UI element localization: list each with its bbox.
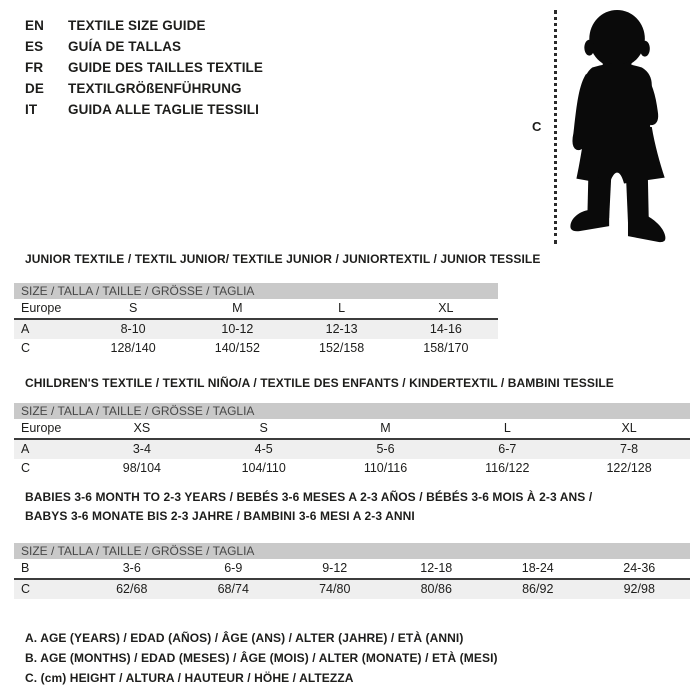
size-cell: 116/122 bbox=[485, 461, 530, 475]
language-code: DE bbox=[25, 81, 44, 96]
children-table-title bbox=[25, 374, 614, 393]
toddler-silhouette-icon bbox=[563, 8, 690, 246]
height-c-label: C bbox=[532, 119, 542, 134]
language-code: EN bbox=[25, 18, 44, 33]
table-row bbox=[14, 339, 498, 358]
table-title-line: JUNIOR TEXTILE / TEXTIL JUNIOR/ TEXTILE JUNIOR / JUNIORTEXTIL / JUNIOR TESSILE bbox=[25, 252, 541, 266]
table-row bbox=[14, 320, 498, 339]
size-header-bar: SIZE / TALLA / TAILLE / GRÖSSE / TAGLIA bbox=[14, 283, 498, 299]
size-cell: 3-6 bbox=[122, 561, 141, 575]
language-code: ES bbox=[25, 39, 44, 54]
row-label: Europe bbox=[21, 421, 62, 435]
size-cell: 80/86 bbox=[420, 582, 452, 596]
size-cell: M bbox=[380, 421, 391, 435]
row-label: Europe bbox=[21, 301, 62, 315]
row-label: A bbox=[21, 442, 30, 456]
table-row bbox=[14, 580, 690, 599]
language-code: FR bbox=[25, 60, 44, 75]
size-cell: 3-4 bbox=[132, 442, 151, 456]
footnote-line: A. AGE (YEARS) / EDAD (AÑOS) / ÂGE (ANS) / ALTER (JAHRE) / ETÀ (ANNI) bbox=[25, 631, 464, 645]
language-title-list bbox=[25, 15, 263, 120]
size-cell: 10-12 bbox=[221, 322, 254, 336]
language-title: GUIDA ALLE TAGLIE TESSILI bbox=[68, 102, 259, 117]
table-title-line: BABYS 3-6 MONATE BIS 2-3 JAHRE / BAMBINI 3-6 MESI A 2-3 ANNI bbox=[25, 509, 415, 523]
size-cell: 5-6 bbox=[376, 442, 395, 456]
size-cell: 152/158 bbox=[319, 341, 365, 355]
size-cell: 98/104 bbox=[122, 461, 162, 475]
row-label: C bbox=[21, 341, 31, 355]
size-cell: 104/110 bbox=[241, 461, 286, 475]
size-header-bar: SIZE / TALLA / TAILLE / GRÖSSE / TAGLIA bbox=[14, 403, 690, 419]
language-row bbox=[25, 36, 263, 57]
size-cell: 140/152 bbox=[214, 341, 260, 355]
size-cell: 7-8 bbox=[620, 442, 639, 456]
size-cell: 14-16 bbox=[429, 322, 462, 336]
row-label: C bbox=[21, 461, 31, 475]
language-title: GUIDE DES TAILLES TEXTILE bbox=[68, 60, 264, 75]
size-cell: 74/80 bbox=[319, 582, 351, 596]
size-cell: 6-7 bbox=[498, 442, 517, 456]
size-cell: XL bbox=[438, 301, 454, 315]
table-title-line: BABIES 3-6 MONTH TO 2-3 YEARS / BEBÉS 3-6 MESES A 2-3 AÑOS / BÉBÉS 3-6 MOIS À 2-3 ANS / bbox=[25, 490, 593, 504]
language-row bbox=[25, 78, 263, 99]
junior-table-title bbox=[25, 250, 540, 269]
size-cell: 18-24 bbox=[521, 561, 554, 575]
size-cell: 110/116 bbox=[363, 461, 408, 475]
size-cell: 86/92 bbox=[522, 582, 554, 596]
size-cell: M bbox=[232, 301, 243, 315]
footnotes bbox=[25, 628, 498, 688]
junior-size-table bbox=[14, 283, 498, 358]
table-title-line: CHILDREN'S TEXTILE / TEXTIL NIÑO/A / TEXTILE DES ENFANTS / KINDERTEXTIL / BAMBINI TESSILE bbox=[25, 376, 614, 390]
size-cell: 4-5 bbox=[254, 442, 273, 456]
language-row bbox=[25, 99, 263, 120]
size-cell: 9-12 bbox=[322, 561, 348, 575]
row-label: B bbox=[21, 561, 30, 575]
footnote-line: C. (cm) HEIGHT / ALTURA / HAUTEUR / HÖHE / ALTEZZA bbox=[25, 671, 354, 685]
size-cell: L bbox=[503, 421, 511, 435]
size-cell: 158/170 bbox=[423, 341, 469, 355]
size-cell: 8-10 bbox=[120, 322, 146, 336]
size-cell: 24-36 bbox=[623, 561, 656, 575]
table-row bbox=[14, 459, 690, 478]
language-row bbox=[25, 57, 263, 78]
size-cell: 68/74 bbox=[217, 582, 249, 596]
language-code: IT bbox=[25, 102, 38, 117]
size-cell: 6-9 bbox=[224, 561, 243, 575]
language-title: GUÍA DE TALLAS bbox=[68, 39, 182, 54]
size-cell: 128/140 bbox=[110, 341, 156, 355]
size-cell: XS bbox=[133, 421, 151, 435]
size-cell: 92/98 bbox=[623, 582, 655, 596]
height-dotted-line bbox=[554, 10, 557, 244]
row-label: A bbox=[21, 322, 30, 336]
size-cell: S bbox=[128, 301, 138, 315]
size-header-bar: SIZE / TALLA / TAILLE / GRÖSSE / TAGLIA bbox=[14, 543, 690, 559]
row-label: C bbox=[21, 582, 31, 596]
size-cell: S bbox=[259, 421, 268, 435]
footnote-line: B. AGE (MONTHS) / EDAD (MESES) / ÂGE (MOIS) / ALTER (MONATE) / ETÀ (MESI) bbox=[25, 651, 498, 665]
size-cell: 122/128 bbox=[606, 461, 652, 475]
language-title: TEXTILGRÖßENFÜHRUNG bbox=[68, 81, 242, 96]
table-row bbox=[14, 559, 690, 580]
babies-size-table bbox=[14, 543, 690, 599]
size-cell: 12-13 bbox=[325, 322, 358, 336]
size-cell: 62/68 bbox=[116, 582, 148, 596]
babies-table-title bbox=[25, 488, 592, 526]
language-title: TEXTILE SIZE GUIDE bbox=[68, 18, 206, 33]
language-row bbox=[25, 15, 263, 36]
table-row bbox=[14, 299, 498, 320]
children-size-table bbox=[14, 403, 690, 478]
size-cell: 12-18 bbox=[420, 561, 453, 575]
size-cell: L bbox=[338, 301, 346, 315]
table-row bbox=[14, 419, 690, 440]
size-cell: XL bbox=[621, 421, 637, 435]
table-row bbox=[14, 440, 690, 459]
